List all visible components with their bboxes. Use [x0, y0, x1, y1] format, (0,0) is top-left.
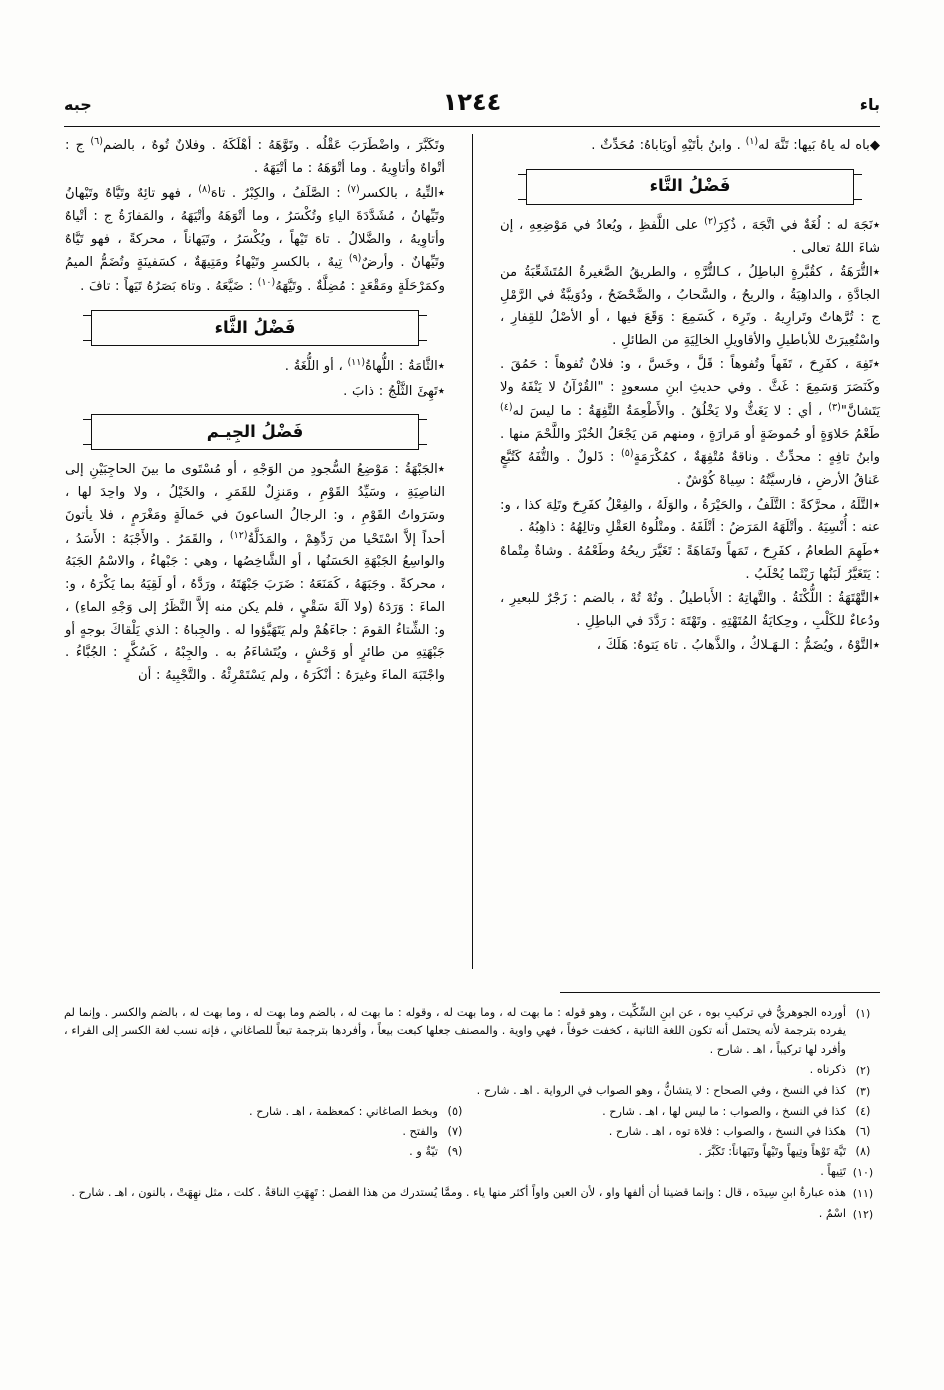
- footnote-text: والفتح .: [402, 1124, 438, 1138]
- header-divider: [64, 126, 880, 127]
- column-divider: [472, 134, 473, 969]
- footnote-number: (٨): [855, 1145, 871, 1159]
- footnote-text: تَتِيهاً .: [820, 1165, 846, 1179]
- entry-turraha: ٭التُّرَهَةُ ، كقُبَّرةٍ الباطِلُ ، كـالتُّرَّهِ ، والطريقُ الصَّغيرةُ المُتَشَعِّبَةُ من الجادَّةِ ، والداهِيَةُ ، والريحُ ، والسَّحابُ ، والضَّحْضَحُ ، ودُوَيبَّةٌ في الرَّمْلِ ج : تُرَّهاتٌ وتَرارِيهُ . وتَرِهَ ، كَسَمِعَ : وَقَعَ فيها ، أو الأصْلُ للقِفارِ ، واسْتُعِيرَتْ للأباطيلِ والأقاويلِ الخالِيَةِ من الطائلِ .: [500, 265, 880, 349]
- footnote-text: كذا في النسخ ، وفي الصحاح : لا يتشانُّ ، وهو الصواب في الرواية . اهـ . شارح .: [476, 1083, 846, 1097]
- footnote-item: [472, 1143, 880, 1161]
- entry-tahtaha: ٭التَّهْتَهَةُ : اللُّكْنَةُ . والتَّهاتِهُ : الأَباطيلُ . وتُهْ تُهْ ، بالضم : زَجْرٌ للبعيرِ ، ودُعاءٌ للكَلْبِ ، وحِكايَةُ المُتَهْتِهِ . وتَهْتَهَ : رَدَّدَ في الباطِلِ .: [500, 591, 880, 630]
- header-left-catchword: جبه: [64, 95, 92, 114]
- section-heading-tha: [91, 310, 420, 346]
- footnote-number: (٦): [855, 1124, 871, 1138]
- footnote-text: هكذا في النسخ ، والصواب : فلاة توه ، اهـ . شارح .: [608, 1124, 846, 1138]
- entry-jabha: ٭الجَبْهَةُ : مَوْضِعُ السُّجودِ من الوَجْهِ ، أو مُسْتَوى ما بينَ الحاجِبَيْنِ إلى الناصِيَةِ ، وسَيِّدُ القَوْمِ ، ومَنزِلٌ للقَمَرِ ، والخَيْلُ ، ولا واحِدَ لها ، وسَرَواتُ القَوْمِ ، و: الرجالُ الساعونَ في حَمالَةٍ ومَغْرَمٍ ، فلا يأتونَ أحداً إلاَّ اسْتَحْيا من رَدِّهِمْ ، والمَذَلَّةُ$^{(١٢)}$ ، والقَمَرُ . والأَجْبَهُ : الأَسَدُ ، والواسِعُ الجَبْهَةِ الحَسَنُها ، أو الشَّاخِصُها ، وهي : جَبْهاءُ ، والاسْمُ الجَبَهُ ، محركةً . وجَبَهَهُ ، كَمَنَعَهُ : ضَرَبَ جَبْهَتَهُ ، ورَدَّهُ ، أو لَقِيَهُ بما يَكْرَهُ ، و: الماءَ : وَرَدَهُ (ولا آلَةَ سَقْيٍ ، فلم يكن منه إلاَّ النَّظَرُ إلى وَجْهِ الماءِ) ، و: الشِّتاءُ القومَ : جاءَهُمْ ولم يَتَهَيَّؤوا له . والجِباهُ : الذي يَلْقاكَ بوجهٍ أو جَبْهَتِهِ من طائرٍ أو وَحْشٍ ، ويُتَشاءَمُ به . والجِبْهُ ، كَسُكَّرٍ : الجُبَّاءُ . واجْتَبَهَ الماءَ وغيرَهُ : أنْكَرَهُ ، ولم يَسْتَمْرِئْهُ . والتَّجْبِيهُ : أن: [65, 462, 445, 683]
- footnote-text: هذه عبارةُ ابنِ سِيدَه ، قال : وإنما قضينا أن ألفها واو ، لأن العين واواً أكثر منها ياء . وممَّا يُستدرك من هذا الفصل : تَهِهَتِ الناقةُ . كلت ، مثل نهِهَتْ ، بالنون ، اهـ . شارح .: [71, 1186, 846, 1200]
- footnote-item: [64, 1123, 472, 1141]
- footnote-text: وبخط الصاغاني : كمعظمة ، اهـ . شارح .: [249, 1104, 438, 1118]
- footnote-item: [64, 1205, 880, 1224]
- footnote-item: [64, 1082, 880, 1101]
- entry-tawh: ٭التَّوْهُ ، ويُضَمُّ : الـهَـلاكُ ، والذَّهابُ . تاهَ يَتوهُ: هَلَكَ ،: [596, 638, 880, 654]
- body-columns: [64, 134, 880, 969]
- entry-najaha: ٭نَجَهَ له : لُغَةٌ في اتَّجَهَ ، ذُكِرَ$^{(٢)}$ على اللَّفظِ ، ويُعادُ في مَوْضِعِهِ ، إن شاءَ اللهُ تعالى .: [500, 215, 881, 256]
- section-heading-jim-label: فَضْلُ الجِيـم: [206, 421, 304, 441]
- footnote-number: (٣): [855, 1084, 871, 1098]
- footnote-number: (٢): [855, 1063, 871, 1077]
- footnote-number: (١٢): [852, 1208, 874, 1222]
- section-heading-jim: [91, 414, 420, 450]
- footnote-item: [64, 1163, 880, 1182]
- footnote-item: [64, 1004, 880, 1059]
- entry-talah: ٭التَّلَهُ ، محرَّكةً : التَّلَفُ ، والحَيْرَةُ ، والوَلَهُ ، والفِعْلُ كفَرِحَ وتَلِهَ كذا ، و: عنه : أُنْسِيَهُ . وأتْلَهَهُ المَرَضُ : أتْلَفَهُ . ومتْلُوهُ العَقْلِ وتالِهُهُ : ذاهِبُهُ .: [500, 497, 880, 536]
- column-left: [65, 134, 459, 969]
- footnotes-block: [64, 1004, 880, 1226]
- entry-tahia-thalj: ٭تَهِئَ الثَّلْجُ : ذابَ .: [343, 383, 445, 399]
- header-right-catchword: باء: [859, 95, 880, 114]
- footnote-divider: [560, 992, 880, 993]
- section-heading-ta: [526, 169, 855, 205]
- footnote-row: [64, 1103, 880, 1121]
- footnote-text: تَيَّهَ تَوْهاً وتِيهاً وتَيْهاً وتَيَهاناً: تَكَبَّرَ .: [698, 1145, 846, 1159]
- footnote-item: [64, 1103, 472, 1121]
- footnote-number: (٤): [855, 1104, 871, 1118]
- entry-tafiha: ٭تَفِهَ ، كفَرِحَ ، تَفَهاً وتُفوهاً : قَلَّ ، وخَسَّ ، و: فلانٌ تُفوهاً : حَمُقَ . وكَنَصَرَ وَسَمِعَ : غَثَّ . وفي حديثِ ابنِ مسعودٍ : "القُرْآنُ لا يَنْفَهُ ولا يَتَشانَّ"$^{(٣)}$ ، أي : لا يَغَثُّ ولا يَخْلُقُ . والأَطْعِمَةُ التَّفِهَةُ : ما ليسَ له$^{(٤)}$ طَعْمُ حَلاوَةٍ أو حُموضَةٍ أو مَرارَةٍ ، ومنهم مَن يَجْعَلُ الخُبْزَ واللَّحْمَ منها . وابنُ تافِهٍ : محدِّثٌ . وناقةٌ مُتْفِهَةٌ ، كمُكْرَمَةٍ$^{(٥)}$ : ذَلولٌ . والتُّفَهُ كَتُبَّعٍ عَناقُ الأرضِ ، فارسيَّتُهُ : سِياهْ كُوْشٌ .: [500, 357, 880, 489]
- footnote-item: [64, 1184, 880, 1203]
- entry-tamiha: ٭طَهِمَ الطعامُ ، كفَرِحَ ، تَمَهاً وتَمَاهَةً : تَغَيَّرَ ريحُهُ وطَعْمُهُ . وشاةٌ مِتْماهٌ : يَتَغَيَّرُ لَبَنُها رَيْثَما يُحْلَبُ .: [500, 544, 880, 583]
- footnote-number: (١): [855, 1007, 871, 1020]
- footnote-number: (١٠): [852, 1166, 874, 1180]
- footnote-number: (١١): [852, 1187, 874, 1201]
- footnote-text: أورده الجوهريُّ في تركيبِ بوه ، عن ابنِ السِّكِّيت ، وهو قوله : ما بهت له ، وما بهت له ، وقوله : ما بهت له ، بالضم وما بهت له ، وما بهت له ، بالضم والكسر . وإنما لم يفرده بترجمة لأنه يحتمل أنه تكون اللغة الثانية ، كخفت خوفاً ، فهي واوية . والمصنف جعلها كبعت بيعاً ، وأفردها بترجمة تبعاً للصاغاني ، فإنه نسب لغة الكسر إلى الفراء ، وأفرد لها تركيباً ، اهـ . شارح .: [64, 1006, 846, 1056]
- footnote-item: [64, 1143, 472, 1161]
- footnote-number: (٩): [447, 1145, 463, 1159]
- footnote-row: [64, 1123, 880, 1141]
- page-header: [64, 78, 880, 114]
- page-number: ١٢٤٤: [442, 88, 502, 116]
- footnote-text: كذا في النسخ ، والصواب : ما ليس لها ، اهـ . شارح .: [602, 1104, 846, 1118]
- footnote-text: اسْمٌ .: [818, 1207, 846, 1221]
- section-heading-ta-label: فَضْلُ التَّاء: [649, 176, 731, 196]
- section-heading-tha-label: فَضْلُ الثَّاء: [214, 317, 296, 337]
- entry-tih: ٭التِّيهُ ، بالكسر$^{(٧)}$ : الصَّلَفُ ، والكِبْرُ . تاهَ$^{(٨)}$ ، فهو تائِهٌ وتَيَّاهٌ وتَيْهانُ وتَيِّهانُ ، مُشَدَّدَةَ الياءِ وتُكْسَرُ ، وما أتْوَهَهُ وأتْيَهَهُ ، والمَفازَةُ ج : أتْياهٌ وأتاوِيهُ ، والضَّلالُ . تاهَ تَيْهاً ، ويُكْسَرُ ، وتَيَهاناً ، محركةً ، فهو تَيَّاهٌ وتَيِّهانٌ . وأرضٌ$^{(٩)}$ تِيهٌ ، بالكسرِ وتَيْهاءُ ومَتِيهَةٌ ، كسَفينَةٍ وتُضَمُّ الميمُ وكمَرْحَلَةٍ ومَقْعَدٍ : مُضِلَّةٌ . وتَيَّهَهُ$^{(١٠)}$ : ضَيَّعَهُ . وتاهَ بَصَرُهُ تَيَهاً : تافَ .: [65, 184, 445, 295]
- entry-baha: ◆باه له ياهُ بَيها: تَنَّهَ له$^{(١)}$ . وابنُ بأتَيْهِ أويَاباهُ: مُحَدِّثٌ .: [591, 136, 880, 154]
- footnote-item: [472, 1123, 880, 1141]
- footnote-number: (٧): [447, 1124, 463, 1138]
- footnote-text: ذكرناه .: [809, 1062, 846, 1076]
- footnote-text: تيّةٌ و .: [409, 1145, 438, 1159]
- footnote-number: (٥): [447, 1104, 463, 1118]
- entry-thama: ٭الثَّامَةُ : اللُّهاةُ$^{(١١)}$ ، أو اللُّغَةُ .: [284, 357, 445, 375]
- footnote-item: [64, 1061, 880, 1080]
- footnote-item: [472, 1103, 880, 1121]
- entry-tawh-cont: وتَكَبَّرَ ، واضْطَرَبَ عَقْلُه . وتَوَّهَهُ : أهْلَكَهُ . وفلانٌ تُوهٌ ، بالضم$^{(٦)}$ ج : أتْواهٌ وأتاوِيهُ . وما أتْوَهَهُ : ما أتْيَهَهُ .: [65, 136, 445, 176]
- column-right: [486, 134, 880, 969]
- footnote-row: [64, 1143, 880, 1161]
